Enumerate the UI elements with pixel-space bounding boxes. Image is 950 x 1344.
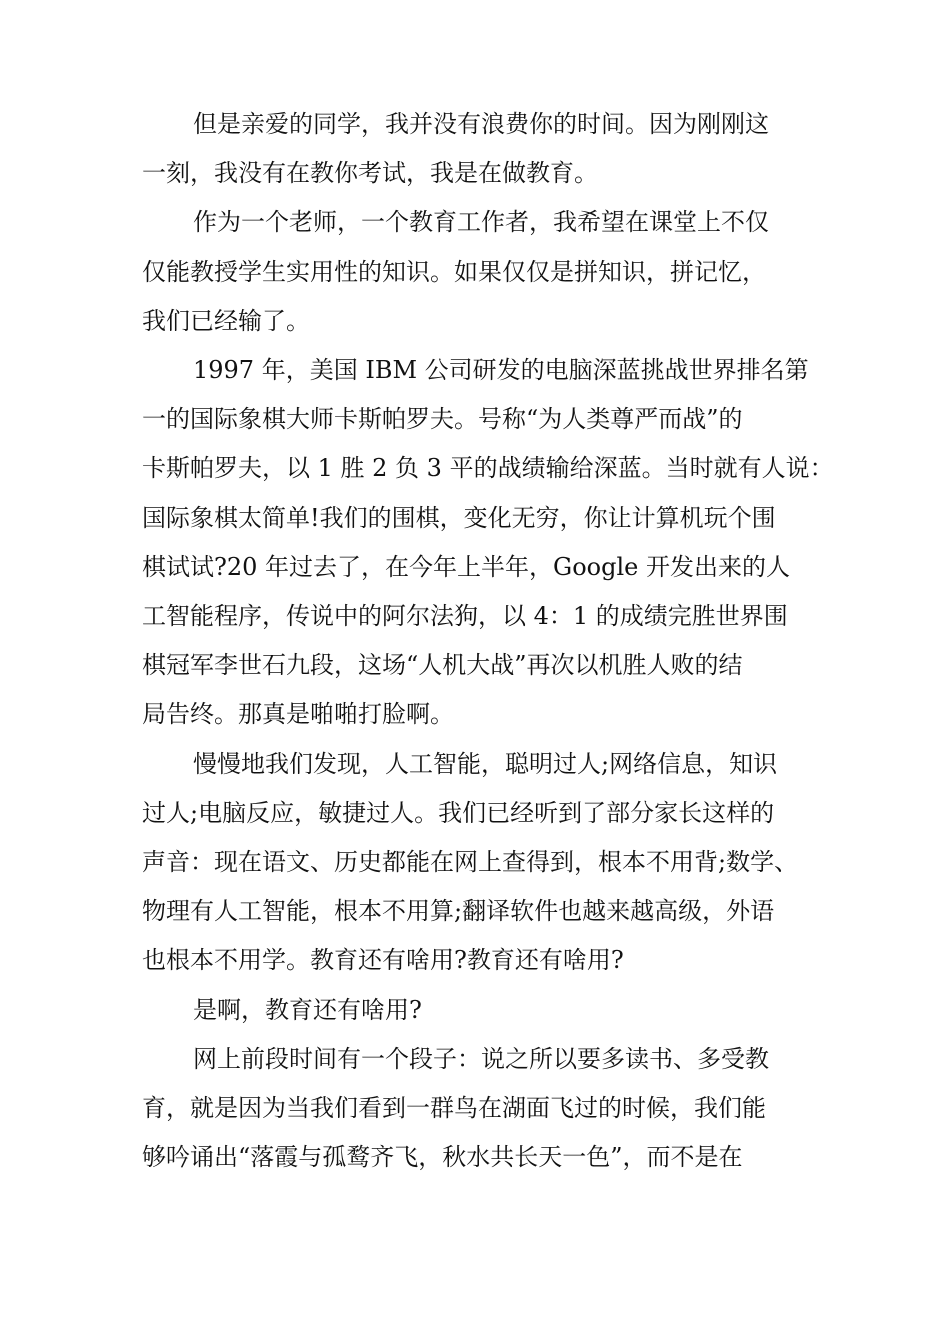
text-line: 仅能教授学生实用性的知识。如果仅仅是拼知识，拼记忆， <box>142 257 766 286</box>
text-line: 棋试试?20 年过去了，在今年上半年，Google 开发出来的人 <box>142 552 790 581</box>
text-line: 一刻，我没有在教你考试，我是在做教育。 <box>142 159 598 188</box>
text-line: 声音：现在语文、历史都能在网上查得到，根本不用背;数学、 <box>142 848 799 877</box>
text-line: 网上前段时间有一个段子：说之所以要多读书、多受教 <box>193 1044 769 1073</box>
text-line: 一的国际象棋大师卡斯帕罗夫。号称“为人类尊严而战”的 <box>142 405 743 434</box>
text-line: 1997 年，美国 IBM 公司研发的电脑深蓝挑战世界排名第 <box>193 356 809 385</box>
text-line: 卡斯帕罗夫，以 1 胜 2 负 3 平的战绩输给深蓝。当时就有人说： <box>142 454 834 483</box>
document-body <box>142 100 842 1182</box>
text-line: 棋冠军李世石九段，这场“人机大战”再次以机胜人败的结 <box>142 651 743 680</box>
text-line: 但是亲爱的同学，我并没有浪费你的时间。因为刚刚这 <box>193 110 769 138</box>
text-line: 工智能程序，传说中的阿尔法狗，以 4：1 的成绩完胜世界围 <box>142 602 788 631</box>
text-line: 我们已经输了。 <box>142 306 310 335</box>
text-line: 物理有人工智能，根本不用算;翻译软件也越来越高级，外语 <box>142 897 775 926</box>
text-line: 国际象棋太简单!我们的围棋，变化无穷，你让计算机玩个围 <box>142 503 776 532</box>
text-line: 育，就是因为当我们看到一群鸟在湖面飞过的时候，我们能 <box>142 1094 766 1123</box>
text-line: 够吟诵出“落霞与孤鹜齐飞，秋水共长天一色”，而不是在 <box>142 1143 743 1172</box>
text-line: 过人;电脑反应，敏捷过人。我们已经听到了部分家长这样的 <box>142 798 775 827</box>
text-line: 是啊，教育还有啥用? <box>193 995 422 1024</box>
text-line: 局告终。那真是啪啪打脸啊。 <box>142 700 454 729</box>
text-line: 作为一个老师，一个教育工作者，我希望在课堂上不仅 <box>193 208 769 237</box>
text-line: 也根本不用学。教育还有啥用?教育还有啥用? <box>142 946 624 975</box>
text-line: 慢慢地我们发现，人工智能，聪明过人;网络信息，知识 <box>193 749 778 778</box>
